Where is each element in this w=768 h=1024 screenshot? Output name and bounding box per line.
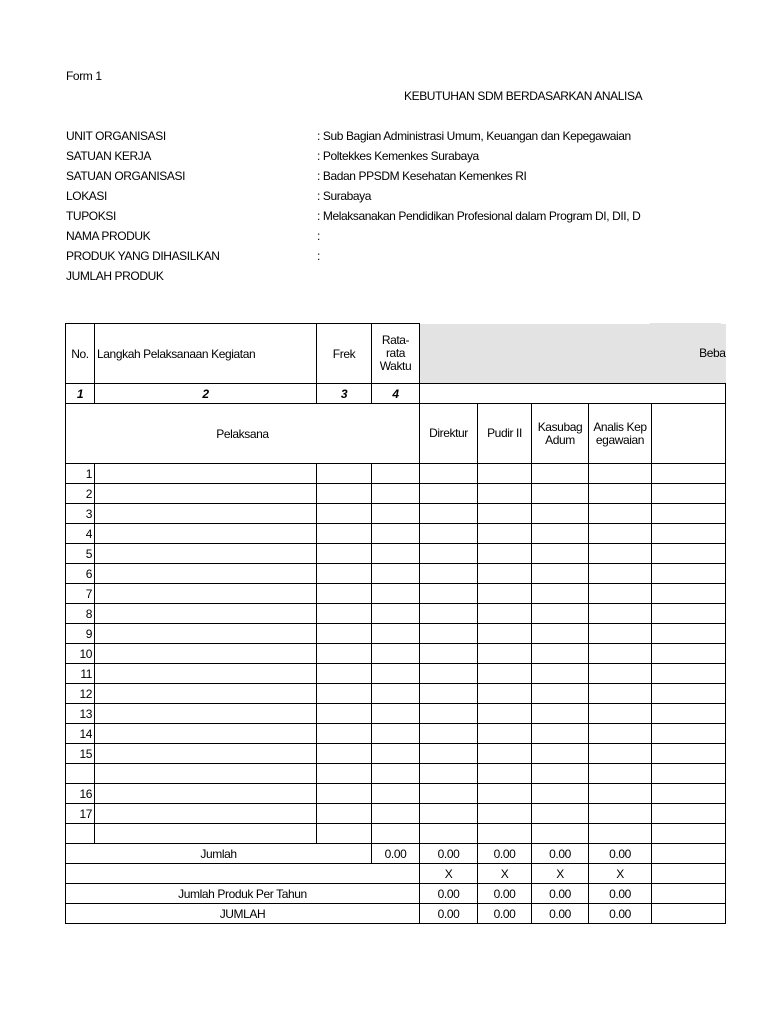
table-row xyxy=(66,664,726,684)
row-number: 12 xyxy=(66,684,95,704)
pelaksana-label: Pelaksana xyxy=(66,404,420,464)
row-number: 2 xyxy=(66,484,95,504)
table-row xyxy=(66,544,726,564)
empty-cell xyxy=(420,384,726,404)
empty-cell xyxy=(652,404,726,464)
table-row xyxy=(66,504,726,524)
table-row xyxy=(66,584,726,604)
table-row xyxy=(66,604,726,624)
beban-label: Beba xyxy=(699,346,726,361)
x-mark: X xyxy=(589,864,652,884)
row-number: 3 xyxy=(66,504,95,524)
table-row xyxy=(66,724,726,744)
empty-cell xyxy=(652,864,726,884)
row-number: 17 xyxy=(66,804,95,824)
unit-organisasi-value: : Sub Bagian Administrasi Umum, Keuangan dan Kepegawaian xyxy=(317,129,631,143)
table-row xyxy=(66,684,726,704)
jumlah-value: 0.00 xyxy=(478,844,532,864)
x-mark: X xyxy=(532,864,589,884)
pelaksana-row xyxy=(66,404,726,464)
table-row xyxy=(66,804,726,824)
jumlah-value: 0.00 xyxy=(420,844,478,864)
satuan-kerja-label: SATUAN KERJA xyxy=(66,149,151,163)
satuan-kerja-value: : Poltekkes Kemenkes Surabaya xyxy=(317,149,479,163)
table-header-row xyxy=(66,324,726,384)
row-number: 5 xyxy=(66,544,95,564)
col-number: 1 xyxy=(66,384,95,404)
produk-value: 0.00 xyxy=(532,884,589,904)
nama-produk-value: : xyxy=(317,229,320,243)
row-number xyxy=(66,824,95,844)
lokasi-label: LOKASI xyxy=(66,189,107,203)
row-number xyxy=(66,764,95,784)
row-number: 1 xyxy=(66,464,95,484)
produk-label: Jumlah Produk Per Tahun xyxy=(66,884,420,904)
row-number: 6 xyxy=(66,564,95,584)
form-label: Form 1 xyxy=(66,69,102,83)
row-number: 10 xyxy=(66,644,95,664)
col-number: 3 xyxy=(317,384,372,404)
empty-cell xyxy=(66,864,420,884)
analysis-table-region xyxy=(65,323,726,925)
jumlah-produk-label: JUMLAH PRODUK xyxy=(66,269,164,283)
table-row xyxy=(66,824,726,844)
grand-value: 0.00 xyxy=(420,904,478,924)
table-row xyxy=(66,744,726,764)
grand-value: 0.00 xyxy=(532,904,589,924)
grand-value: 0.00 xyxy=(478,904,532,924)
satuan-organisasi-value: : Badan PPSDM Kesehatan Kemenkes RI xyxy=(317,169,527,183)
col-header-no: No. xyxy=(66,324,95,384)
row-number: 9 xyxy=(66,624,95,644)
x-mark: X xyxy=(420,864,478,884)
satuan-organisasi-label: SATUAN ORGANISASI xyxy=(66,169,186,183)
produk-value: 0.00 xyxy=(589,884,652,904)
produk-value: 0.00 xyxy=(478,884,532,904)
column-number-row xyxy=(66,384,726,404)
document-title: KEBUTUHAN SDM BERDASARKAN ANALISA xyxy=(404,89,643,103)
grand-total-row xyxy=(66,904,726,924)
row-number: 11 xyxy=(66,664,95,684)
row-number: 7 xyxy=(66,584,95,604)
nama-produk-label: NAMA PRODUK xyxy=(66,229,151,243)
grand-value: 0.00 xyxy=(589,904,652,924)
row-number: 13 xyxy=(66,704,95,724)
role-header: Pudir II xyxy=(478,404,532,464)
produk-value: 0.00 xyxy=(420,884,478,904)
role-header: Analis Kepegawaian xyxy=(589,404,652,464)
empty-cell xyxy=(652,904,726,924)
col-number: 4 xyxy=(372,384,420,404)
row-number: 15 xyxy=(66,744,95,764)
jumlah-label: Jumlah xyxy=(66,844,372,864)
row-number: 14 xyxy=(66,724,95,744)
table-row xyxy=(66,524,726,544)
produk-row xyxy=(66,884,726,904)
empty-cell xyxy=(652,844,726,864)
table-row xyxy=(66,644,726,664)
table-row xyxy=(66,624,726,644)
x-mark: X xyxy=(478,864,532,884)
unit-organisasi-label: UNIT ORGANISASI xyxy=(66,129,166,143)
table-row xyxy=(66,464,726,484)
table-row xyxy=(66,704,726,724)
role-header: Direktur xyxy=(420,404,478,464)
jumlah-total: 0.00 xyxy=(372,844,420,864)
tupoksi-label: TUPOKSI xyxy=(66,209,116,223)
empty-cell xyxy=(652,884,726,904)
col-header-frek: Frek xyxy=(317,324,372,384)
produk-dihasilkan-label: PRODUK YANG DIHASILKAN xyxy=(66,249,220,263)
jumlah-row xyxy=(66,844,726,864)
row-number: 16 xyxy=(66,784,95,804)
table-row xyxy=(66,484,726,504)
row-number: 8 xyxy=(66,604,95,624)
col-header-rata-rata-waktu: Rata-rata Waktu xyxy=(372,324,420,384)
col-number: 2 xyxy=(95,384,317,404)
grand-label: JUMLAH xyxy=(66,904,420,924)
tupoksi-value: : Melaksanakan Pendidikan Profesional dalam Program DI, DII, D xyxy=(317,209,641,223)
analysis-table xyxy=(65,323,726,924)
table-row xyxy=(66,764,726,784)
col-header-beban xyxy=(420,324,726,384)
col-header-langkah: Langkah Pelaksanaan Kegiatan xyxy=(95,324,317,384)
jumlah-value: 0.00 xyxy=(589,844,652,864)
role-header: Kasubag Adum xyxy=(532,404,589,464)
table-row xyxy=(66,784,726,804)
lokasi-value: : Surabaya xyxy=(317,189,372,203)
x-row xyxy=(66,864,726,884)
table-row xyxy=(66,564,726,584)
jumlah-value: 0.00 xyxy=(532,844,589,864)
row-number: 4 xyxy=(66,524,95,544)
produk-dihasilkan-value: : xyxy=(317,249,320,263)
